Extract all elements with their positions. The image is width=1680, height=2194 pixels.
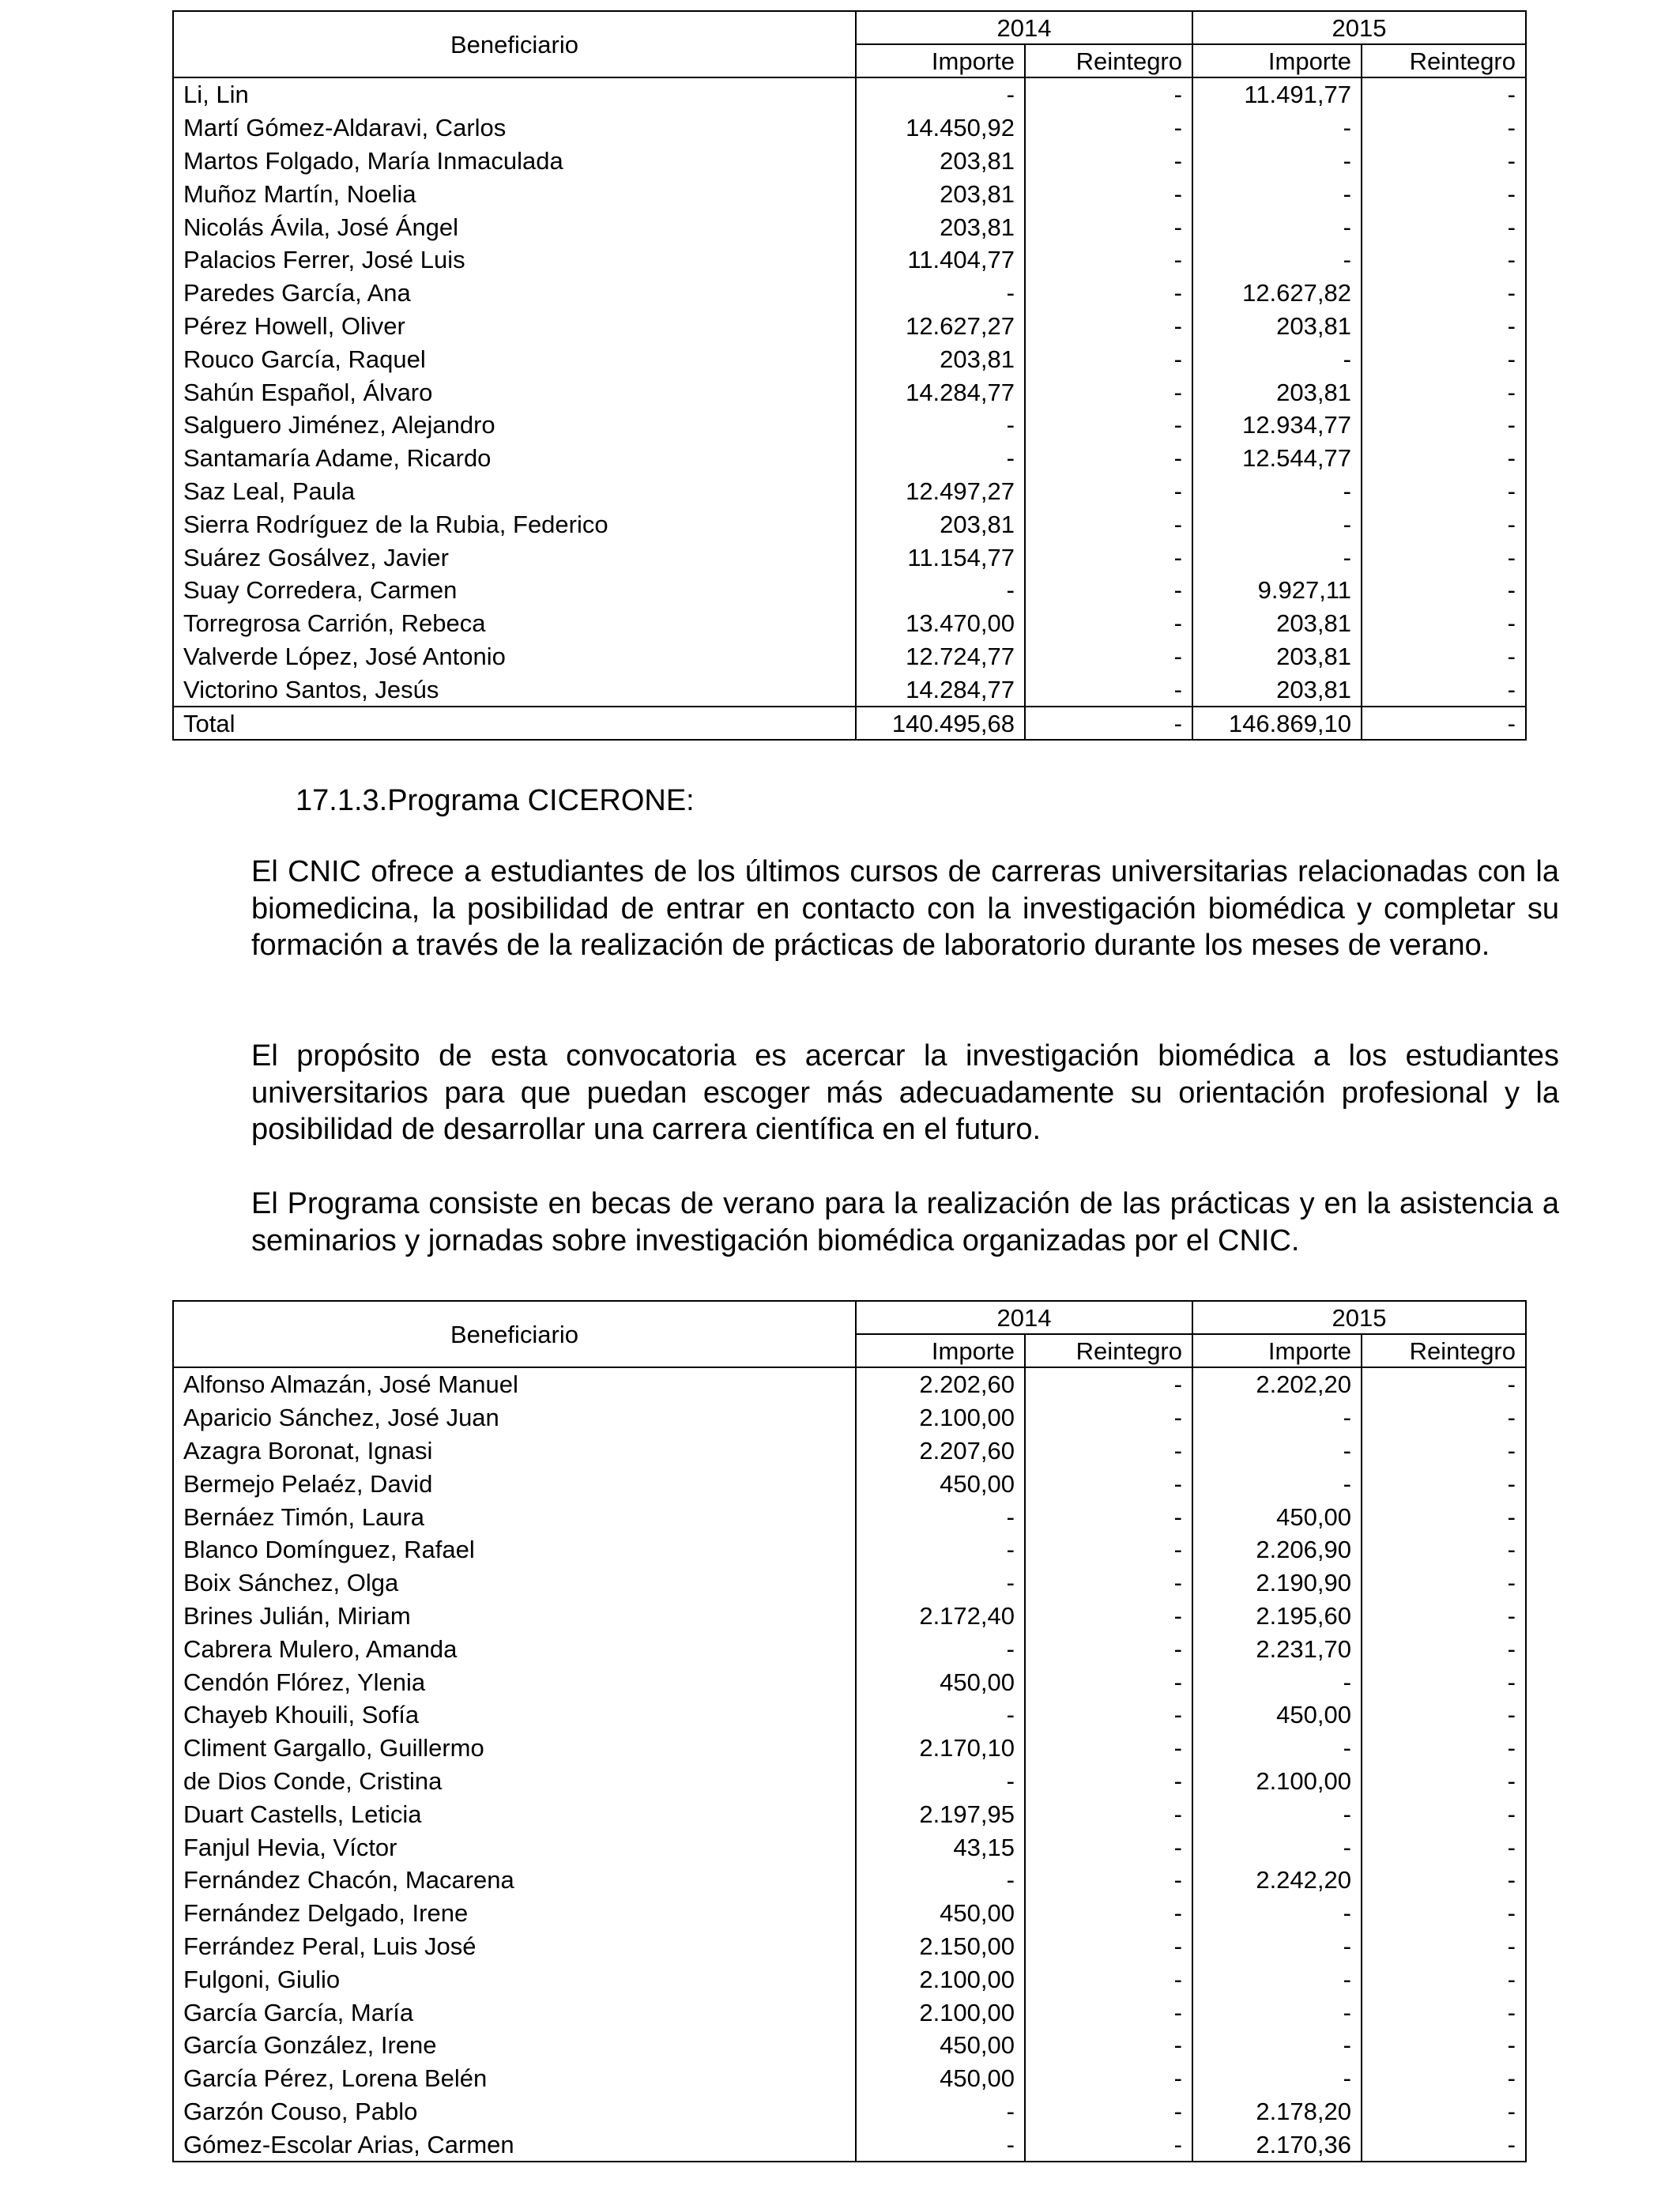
importe-2014-cell: 450,00 [856,1897,1025,1930]
reintegro-2014-cell: - [1025,210,1192,243]
header-beneficiario: Beneficiario [173,1301,856,1367]
importe-2015-cell: 450,00 [1192,1500,1362,1533]
reintegro-2015-cell: - [1362,541,1526,574]
reintegro-2014-cell: - [1025,77,1192,111]
reintegro-2015-cell: - [1362,1500,1526,1533]
importe-2015-cell: 2.202,20 [1192,1367,1362,1401]
paragraph-3: El Programa consiste en becas de verano para la realización de las prácticas y en la asistencia a seminarios y jornadas sobre investigación biomédica organizadas por el CNIC. [251,1187,1559,1257]
importe-2015-cell: 2.231,70 [1192,1632,1362,1665]
reintegro-2015-cell: - [1362,2029,1526,2062]
reintegro-2015-cell: - [1362,673,1526,707]
reintegro-2015-cell: - [1362,475,1526,508]
importe-2014-cell: 14.284,77 [856,375,1025,409]
reintegro-2014-cell: - [1025,1962,1192,1996]
importe-2014-cell: 450,00 [856,2029,1025,2062]
reintegro-2014-cell: - [1025,1401,1192,1434]
paragraph-2: El propósito de esta convocatoria es acercar la investigación biomédica a los estudiantes universitarios para que puedan escoger más adecuadamente su orientación profesional y la posibilidad de desarrollar una carrera científica en el futuro. [251,1039,1559,1146]
importe-2015-cell: - [1192,1996,1362,2029]
reintegro-2014-cell: - [1025,1698,1192,1732]
table-row [173,1533,1526,1566]
importe-2014-cell: 12.627,27 [856,310,1025,343]
importe-2015-cell: - [1192,1962,1362,1996]
reintegro-2014-cell: - [1025,1996,1192,2029]
table-row [173,1864,1526,1897]
importe-2015-cell: 450,00 [1192,1698,1362,1732]
table-row [173,2128,1526,2162]
reintegro-2015-cell: - [1362,1698,1526,1732]
reintegro-2015-cell: - [1362,277,1526,310]
beneficiary-name-cell: Torregrosa Carrión, Rebeca [173,607,856,640]
reintegro-2014-cell: - [1025,1632,1192,1665]
importe-2015-cell: - [1192,342,1362,375]
reintegro-2015-cell: - [1362,2095,1526,2128]
importe-2014-cell: 203,81 [856,177,1025,210]
beneficiary-name-cell: Bermejo Pelaéz, David [173,1467,856,1500]
importe-2015-cell: 203,81 [1192,310,1362,343]
reintegro-2015-cell: - [1362,1401,1526,1434]
reintegro-2014-cell: - [1025,1665,1192,1698]
importe-2014-cell: - [856,409,1025,442]
beneficiary-name-cell: Sierra Rodríguez de la Rubia, Federico [173,507,856,541]
table-row [173,210,1526,243]
beneficiary-name-cell: Aparicio Sánchez, José Juan [173,1401,856,1434]
reintegro-2014-cell: - [1025,1600,1192,1633]
importe-2015-cell: - [1192,1797,1362,1830]
reintegro-2015-cell: - [1362,145,1526,178]
beneficiary-name-cell: Paredes García, Ana [173,277,856,310]
importe-2014-cell: 2.172,40 [856,1600,1025,1633]
beneficiaries-table-top [172,10,1527,741]
reintegro-2015-cell: - [1362,375,1526,409]
reintegro-2015-cell: - [1362,1732,1526,1765]
table-row [173,1962,1526,1996]
beneficiary-name-cell: Ferrández Peral, Luis José [173,1930,856,1963]
beneficiary-name-cell: Blanco Domínguez, Rafael [173,1533,856,1566]
beneficiary-name-cell: Fanjul Hevia, Víctor [173,1830,856,1864]
beneficiary-name-cell: Martí Gómez-Aldaravi, Carlos [173,111,856,145]
reintegro-2014-cell: - [1025,177,1192,210]
table-row [173,607,1526,640]
reintegro-2015-cell: - [1362,507,1526,541]
importe-2014-cell: 450,00 [856,2062,1025,2095]
beneficiary-name-cell: Saz Leal, Paula [173,475,856,508]
reintegro-2014-cell: - [1025,442,1192,475]
reintegro-2015-total: - [1362,707,1526,740]
importe-2015-cell: - [1192,1665,1362,1698]
importe-2015-cell: - [1192,1434,1362,1468]
table-row [173,2062,1526,2095]
beneficiary-name-cell: Climent Gargallo, Guillermo [173,1732,856,1765]
table-row [173,375,1526,409]
importe-2014-cell: - [856,2095,1025,2128]
table-row [173,2029,1526,2062]
reintegro-2014-cell: - [1025,310,1192,343]
reintegro-2015-cell: - [1362,1930,1526,1963]
importe-2015-cell: 203,81 [1192,375,1362,409]
importe-2015-cell: - [1192,1930,1362,1963]
reintegro-2015-cell: - [1362,210,1526,243]
beneficiary-name-cell: Fulgoni, Giulio [173,1962,856,1996]
importe-2014-cell: 11.404,77 [856,243,1025,277]
reintegro-2014-cell: - [1025,111,1192,145]
reintegro-2014-cell: - [1025,1467,1192,1500]
table-row [173,1797,1526,1830]
table-row [173,111,1526,145]
beneficiary-name-cell: Gómez-Escolar Arias, Carmen [173,2128,856,2162]
beneficiary-name-cell: de Dios Conde, Cristina [173,1765,856,1798]
importe-2015-cell: - [1192,177,1362,210]
importe-2014-cell: - [856,1566,1025,1600]
importe-2014-cell: - [856,1632,1025,1665]
table-row [173,1732,1526,1765]
importe-2014-cell: 2.100,00 [856,1962,1025,1996]
header-reintegro-2015: Reintegro [1362,1334,1526,1367]
reintegro-2014-cell: - [1025,2128,1192,2162]
importe-2014-cell: 203,81 [856,145,1025,178]
table-row [173,442,1526,475]
importe-2015-cell: - [1192,145,1362,178]
reintegro-2014-cell: - [1025,1864,1192,1897]
importe-2015-cell: 2.178,20 [1192,2095,1362,2128]
importe-2015-cell: 2.170,36 [1192,2128,1362,2162]
reintegro-2015-cell: - [1362,442,1526,475]
table-row [173,541,1526,574]
importe-2015-cell: 12.627,82 [1192,277,1362,310]
importe-2014-cell: 2.100,00 [856,1401,1025,1434]
table-row [173,507,1526,541]
reintegro-2015-cell: - [1362,1864,1526,1897]
table-row [173,574,1526,607]
reintegro-2015-cell: - [1362,409,1526,442]
importe-2014-cell: 43,15 [856,1830,1025,1864]
beneficiary-name-cell: Fernández Chacón, Macarena [173,1864,856,1897]
reintegro-2014-cell: - [1025,1797,1192,1830]
table-row [173,673,1526,707]
reintegro-2015-cell: - [1362,607,1526,640]
header-year-2015: 2015 [1192,1301,1526,1334]
reintegro-2014-cell: - [1025,2062,1192,2095]
table-row [173,277,1526,310]
importe-2014-cell: 12.497,27 [856,475,1025,508]
importe-2015-cell: - [1192,1830,1362,1864]
importe-2015-cell: - [1192,1467,1362,1500]
reintegro-2014-cell: - [1025,673,1192,707]
table-row [173,640,1526,673]
table-row [173,1930,1526,1963]
beneficiary-name-cell: Cabrera Mulero, Amanda [173,1632,856,1665]
header-reintegro-2014: Reintegro [1025,44,1192,77]
header-importe-2014: Importe [856,44,1025,77]
importe-2014-cell: 12.724,77 [856,640,1025,673]
importe-2015-cell: - [1192,2029,1362,2062]
importe-2014-cell: 203,81 [856,210,1025,243]
beneficiary-name-cell: Brines Julián, Miriam [173,1600,856,1633]
importe-2015-cell: - [1192,111,1362,145]
beneficiary-name-cell: Azagra Boronat, Ignasi [173,1434,856,1468]
table-row [173,1401,1526,1434]
reintegro-2015-cell: - [1362,1533,1526,1566]
importe-2014-cell: - [856,277,1025,310]
importe-2015-cell: - [1192,1732,1362,1765]
importe-2014-cell: - [856,442,1025,475]
reintegro-2015-cell: - [1362,77,1526,111]
importe-2015-cell: - [1192,541,1362,574]
table-row [173,177,1526,210]
reintegro-2014-cell: - [1025,475,1192,508]
importe-2014-cell: - [856,1500,1025,1533]
reintegro-2014-cell: - [1025,1765,1192,1798]
header-importe-2015: Importe [1192,1334,1362,1367]
reintegro-2015-cell: - [1362,2128,1526,2162]
table-row [173,1765,1526,1798]
reintegro-2015-cell: - [1362,1367,1526,1401]
reintegro-2015-cell: - [1362,1434,1526,1468]
total-label: Total [173,707,856,740]
paragraph-1: El CNIC ofrece a estudiantes de los últimos cursos de carreras universitarias relacionadas con la biomedicina, la posibilidad de entrar en contacto con la investigación biomédica y completar su formación a través de la realización de prácticas de laboratorio durante los meses de verano. [251,855,1559,962]
table-row [173,1996,1526,2029]
beneficiary-name-cell: Sahún Español, Álvaro [173,375,856,409]
importe-2015-cell: - [1192,1897,1362,1930]
importe-2015-cell: 2.242,20 [1192,1864,1362,1897]
reintegro-2014-cell: - [1025,277,1192,310]
reintegro-2015-cell: - [1362,177,1526,210]
beneficiary-name-cell: Santamaría Adame, Ricardo [173,442,856,475]
beneficiary-name-cell: Suay Corredera, Carmen [173,574,856,607]
importe-2014-cell: 2.150,00 [856,1930,1025,1963]
beneficiary-name-cell: Boix Sánchez, Olga [173,1566,856,1600]
beneficiary-name-cell: Palacios Ferrer, José Luis [173,243,856,277]
reintegro-2014-cell: - [1025,1500,1192,1533]
importe-2014-cell: 13.470,00 [856,607,1025,640]
header-reintegro-2014: Reintegro [1025,1334,1192,1367]
importe-2015-total: 146.869,10 [1192,707,1362,740]
beneficiary-name-cell: Rouco García, Raquel [173,342,856,375]
reintegro-2014-cell: - [1025,607,1192,640]
importe-2014-cell: 450,00 [856,1665,1025,1698]
importe-2015-cell: 203,81 [1192,673,1362,707]
reintegro-2014-cell: - [1025,640,1192,673]
reintegro-2015-cell: - [1362,1897,1526,1930]
importe-2015-cell: - [1192,507,1362,541]
importe-2014-cell: - [856,1765,1025,1798]
reintegro-2014-cell: - [1025,574,1192,607]
importe-2015-cell: 9.927,11 [1192,574,1362,607]
reintegro-2015-cell: - [1362,1467,1526,1500]
header-importe-2014: Importe [856,1334,1025,1367]
table-row [173,1566,1526,1600]
reintegro-2014-cell: - [1025,1830,1192,1864]
reintegro-2015-cell: - [1362,1830,1526,1864]
reintegro-2014-cell: - [1025,1930,1192,1963]
table-row [173,77,1526,111]
table-row [173,1500,1526,1533]
importe-2014-cell: - [856,574,1025,607]
header-importe-2015: Importe [1192,44,1362,77]
beneficiary-name-cell: Salguero Jiménez, Alejandro [173,409,856,442]
table-row [173,342,1526,375]
section-heading: 17.1.3.Programa CICERONE: [296,784,695,817]
importe-2015-cell: - [1192,475,1362,508]
table-row [173,2095,1526,2128]
beneficiary-name-cell: Bernáez Timón, Laura [173,1500,856,1533]
total-row [173,707,1526,740]
importe-2014-cell: - [856,77,1025,111]
reintegro-2014-cell: - [1025,507,1192,541]
importe-2014-cell: 2.197,95 [856,1797,1025,1830]
importe-2014-cell: 2.207,60 [856,1434,1025,1468]
reintegro-2015-cell: - [1362,1632,1526,1665]
importe-2014-cell: 203,81 [856,342,1025,375]
importe-2015-cell: 11.491,77 [1192,77,1362,111]
beneficiaries-table-bottom [172,1300,1527,2162]
table-row [173,1467,1526,1500]
reintegro-2014-cell: - [1025,1897,1192,1930]
table-row [173,1434,1526,1468]
importe-2015-cell: 203,81 [1192,640,1362,673]
reintegro-2015-cell: - [1362,1566,1526,1600]
importe-2014-cell: 2.170,10 [856,1732,1025,1765]
table-row [173,1830,1526,1864]
reintegro-2014-cell: - [1025,541,1192,574]
reintegro-2015-cell: - [1362,1765,1526,1798]
header-year-2014: 2014 [856,1301,1192,1334]
importe-2014-cell: 2.202,60 [856,1367,1025,1401]
beneficiary-name-cell: Garzón Couso, Pablo [173,2095,856,2128]
table-row [173,1632,1526,1665]
reintegro-2014-cell: - [1025,1533,1192,1566]
importe-2015-cell: 2.100,00 [1192,1765,1362,1798]
table-row [173,1600,1526,1633]
beneficiary-name-cell: García García, María [173,1996,856,2029]
beneficiary-name-cell: Muñoz Martín, Noelia [173,177,856,210]
table-row [173,1367,1526,1401]
importe-2014-cell: 450,00 [856,1467,1025,1500]
table-row [173,1698,1526,1732]
reintegro-2015-cell: - [1362,1797,1526,1830]
importe-2015-cell: - [1192,210,1362,243]
importe-2014-cell: - [856,1533,1025,1566]
beneficiary-name-cell: Fernández Delgado, Irene [173,1897,856,1930]
importe-2014-cell: - [856,2128,1025,2162]
importe-2015-cell: 2.190,90 [1192,1566,1362,1600]
beneficiary-name-cell: García González, Irene [173,2029,856,2062]
table-row [173,475,1526,508]
reintegro-2014-cell: - [1025,375,1192,409]
reintegro-2014-cell: - [1025,1367,1192,1401]
importe-2014-total: 140.495,68 [856,707,1025,740]
importe-2015-cell: 12.544,77 [1192,442,1362,475]
reintegro-2015-cell: - [1362,1665,1526,1698]
importe-2015-cell: - [1192,1401,1362,1434]
importe-2014-cell: 11.154,77 [856,541,1025,574]
beneficiary-name-cell: Martos Folgado, María Inmaculada [173,145,856,178]
beneficiary-name-cell: Cendón Flórez, Ylenia [173,1665,856,1698]
header-year-2014: 2014 [856,11,1192,44]
reintegro-2014-cell: - [1025,1434,1192,1468]
table-row [173,145,1526,178]
reintegro-2015-cell: - [1362,574,1526,607]
reintegro-2015-cell: - [1362,1996,1526,2029]
reintegro-2015-cell: - [1362,243,1526,277]
reintegro-2015-cell: - [1362,2062,1526,2095]
reintegro-2015-cell: - [1362,111,1526,145]
beneficiary-name-cell: Nicolás Ávila, José Ángel [173,210,856,243]
importe-2014-cell: - [856,1698,1025,1732]
beneficiary-name-cell: Victorino Santos, Jesús [173,673,856,707]
reintegro-2015-cell: - [1362,640,1526,673]
importe-2015-cell: 2.195,60 [1192,1600,1362,1633]
reintegro-2015-cell: - [1362,342,1526,375]
importe-2015-cell: 2.206,90 [1192,1533,1362,1566]
beneficiary-name-cell: Suárez Gosálvez, Javier [173,541,856,574]
beneficiary-name-cell: Pérez Howell, Oliver [173,310,856,343]
reintegro-2014-cell: - [1025,243,1192,277]
header-reintegro-2015: Reintegro [1362,44,1526,77]
importe-2014-cell: 14.284,77 [856,673,1025,707]
importe-2014-cell: 203,81 [856,507,1025,541]
reintegro-2014-cell: - [1025,2095,1192,2128]
reintegro-2014-cell: - [1025,2029,1192,2062]
importe-2015-cell: 12.934,77 [1192,409,1362,442]
reintegro-2014-cell: - [1025,342,1192,375]
importe-2014-cell: 2.100,00 [856,1996,1025,2029]
beneficiary-name-cell: García Pérez, Lorena Belén [173,2062,856,2095]
beneficiary-name-cell: Li, Lin [173,77,856,111]
table-row [173,409,1526,442]
reintegro-2015-cell: - [1362,1600,1526,1633]
reintegro-2014-cell: - [1025,145,1192,178]
header-year-2015: 2015 [1192,11,1526,44]
reintegro-2014-cell: - [1025,409,1192,442]
importe-2015-cell: - [1192,2062,1362,2095]
table-row [173,310,1526,343]
beneficiary-name-cell: Duart Castells, Leticia [173,1797,856,1830]
reintegro-2014-total: - [1025,707,1192,740]
table-row [173,1897,1526,1930]
reintegro-2015-cell: - [1362,310,1526,343]
table-row [173,243,1526,277]
beneficiary-name-cell: Chayeb Khouili, Sofía [173,1698,856,1732]
importe-2015-cell: 203,81 [1192,607,1362,640]
reintegro-2014-cell: - [1025,1566,1192,1600]
beneficiary-name-cell: Valverde López, José Antonio [173,640,856,673]
beneficiary-name-cell: Alfonso Almazán, José Manuel [173,1367,856,1401]
reintegro-2015-cell: - [1362,1962,1526,1996]
importe-2014-cell: 14.450,92 [856,111,1025,145]
header-beneficiario: Beneficiario [173,11,856,77]
importe-2015-cell: - [1192,243,1362,277]
table-row [173,1665,1526,1698]
reintegro-2014-cell: - [1025,1732,1192,1765]
importe-2014-cell: - [856,1864,1025,1897]
